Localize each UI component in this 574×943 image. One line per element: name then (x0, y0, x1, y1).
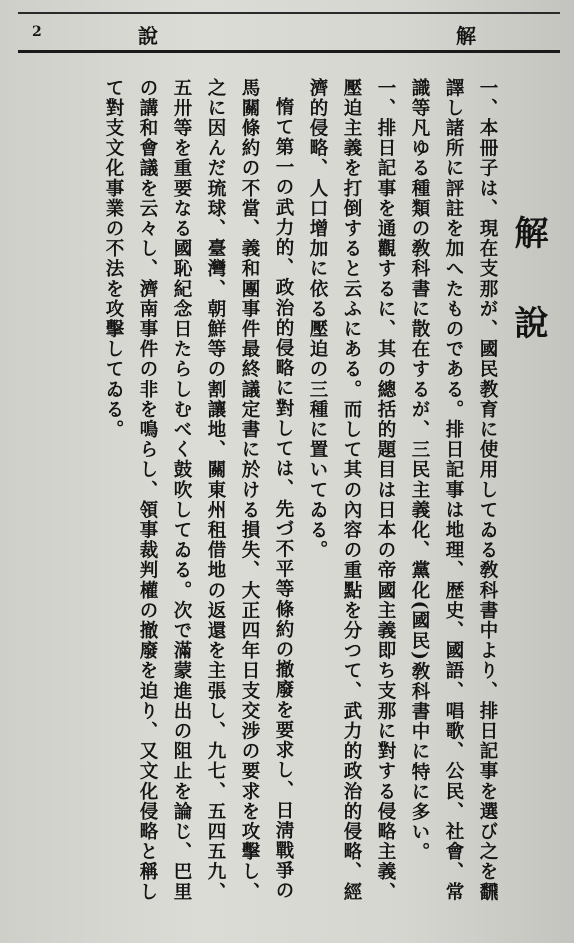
paragraph-1: 一、本冊子は、現在支那が、國民教育に使用してゐる敎科書中より、排日記事を選び之を飜譯し諸所に評註を加へたものである。排日記事は地理、歴史、國語、唱歌、公民、社會、常識等凡ゆる種類の敎科書に散在するが、三民主義化、黨化(國民)敎科書中に特に多い。 (409, 78, 498, 903)
page-number: 2 (32, 24, 42, 40)
section-title: 解說 (508, 215, 548, 395)
running-title-right: 解 (456, 24, 476, 48)
body-text (34, 78, 504, 918)
running-title: 說 (138, 24, 158, 48)
header-rule-top (18, 12, 560, 14)
header-rule (18, 50, 560, 53)
paragraph-2: 一、排日記事を通觀するに、其の總括的題目は日本の帝國主義即ち支那に對する侵略主義、壓迫主義を打倒すると云ふにある。而して其の內容の重點を分つて、武力的政治的侵略、經濟的侵略、人口增加に依る壓迫の三種に置いてゐる。 (307, 78, 396, 903)
paragraph-3: 惰て第一の武力的、政治的侵略に對しては、先づ不平等條約の撤廢を要求し、日淸戰爭の馬關條約の不當、義和團事件最終議定書に於ける損失、大正四年日支交涉の要求を攻擊し、之に因んだ琉球、臺灣、朝鮮等の割讓地、關東州租借地の返還を主張し、九七、五四五九、五卅等を重要なる國恥紀念日たらしむべく鼓吹してゐる。次で滿蒙進出の阻止を論じ、巴里の講和會議を云々し、濟南事件の非を鳴らし、領事裁判權の撤廢を迫り、又文化侵略と稱して對支文化事業の不法を攻擊してゐる。 (103, 78, 294, 903)
